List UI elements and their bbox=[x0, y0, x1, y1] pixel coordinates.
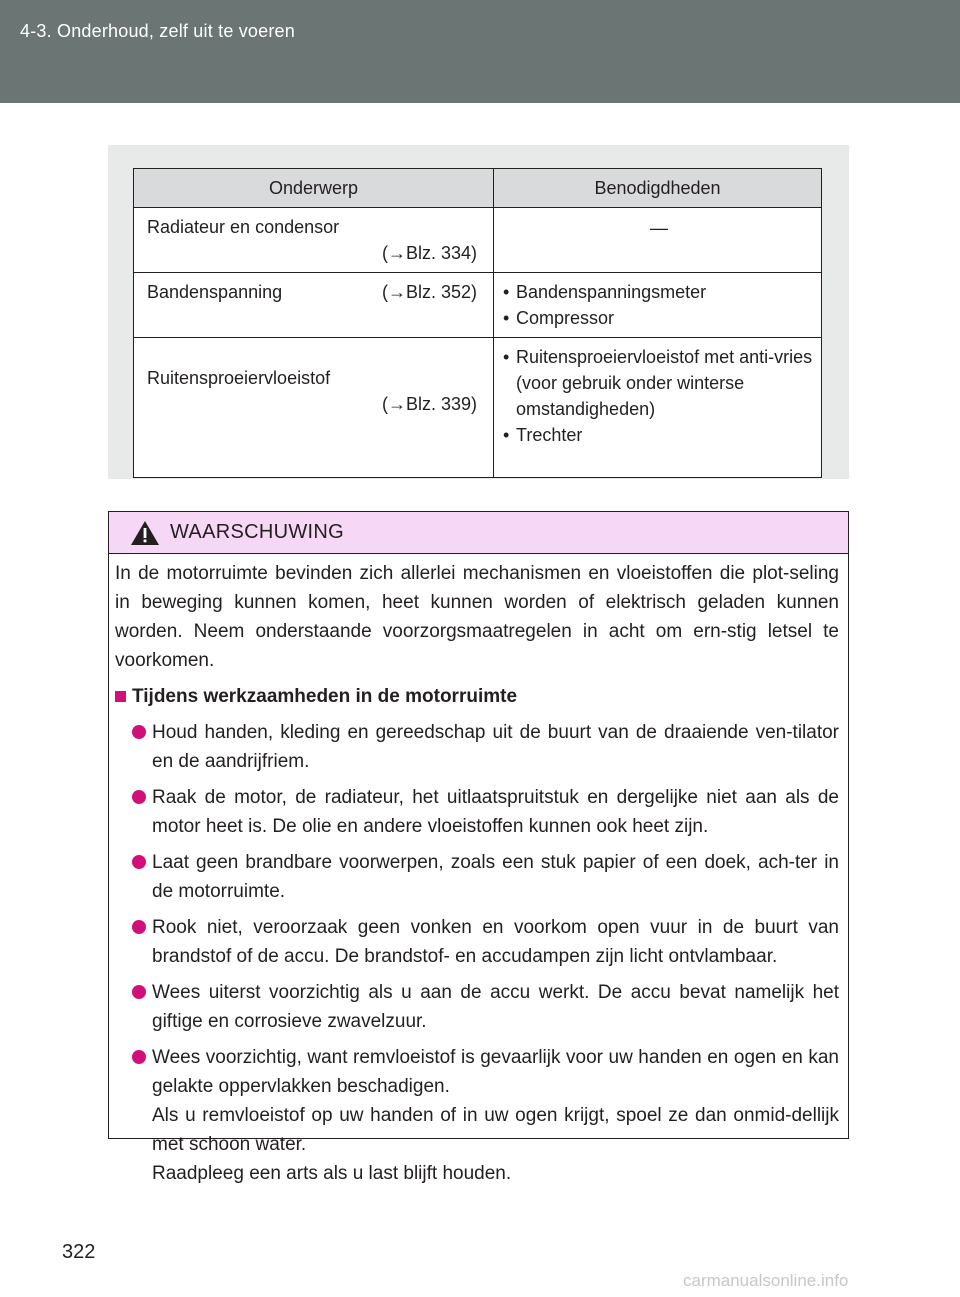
page-reference: (→Blz. 352) bbox=[381, 282, 477, 302]
supplies-cell bbox=[494, 208, 822, 273]
column-header-supplies: Benodigdheden bbox=[494, 169, 822, 208]
supplies-cell bbox=[494, 273, 822, 338]
circle-bullet-icon bbox=[132, 920, 146, 934]
warning-item: Raak de motor, de radiateur, het uitlaatspruitstuk en dergelijke niet aan als de motor heet is. De olie en andere vloeistoffen kunnen ook heet zijn. bbox=[115, 783, 839, 841]
subject-text: Bandenspanning bbox=[147, 282, 283, 302]
page-reference: (→Blz. 334) bbox=[381, 243, 477, 263]
table-row bbox=[134, 338, 822, 478]
supplies-cell bbox=[494, 338, 822, 478]
section-title: 4-3. Onderhoud, zelf uit te voeren bbox=[20, 21, 295, 41]
supply-item: • Bandenspanningsmeter bbox=[503, 282, 707, 302]
page-header bbox=[0, 0, 960, 103]
table-row bbox=[134, 273, 822, 338]
warning-item: Wees voorzichtig, want remvloeistof is gevaarlijk voor uw handen en ogen en kan gelakte oppervlakken beschadigen. Als u remvloeistof op uw handen of in uw ogen krijgt, spoel ze dan onmid-dellijk met schoon water. Raadpleeg een arts als u last blijft houden. bbox=[115, 1043, 839, 1188]
circle-bullet-icon bbox=[132, 790, 146, 804]
table-row bbox=[134, 208, 822, 273]
section-heading: Tijdens werkzaamheden in de motorruimte bbox=[115, 682, 839, 711]
requirements-table bbox=[133, 168, 822, 478]
circle-bullet-icon bbox=[132, 725, 146, 739]
warning-title: WAARSCHUWING bbox=[170, 521, 344, 543]
subject-cell bbox=[134, 208, 494, 273]
circle-bullet-icon bbox=[132, 855, 146, 869]
warning-triangle-icon bbox=[130, 520, 160, 546]
warning-intro: In de motorruimte bevinden zich allerlei mechanismen en vloeistoffen die plot-seling in beweging kunnen komen, heet kunnen worden of elektrisch geladen kunnen worden. Neem onderstaande voorzorgsmaatregelen in acht om ern-stig letsel te voorkomen. bbox=[115, 563, 839, 671]
subject-cell bbox=[134, 338, 494, 478]
page-number: 322 bbox=[62, 1241, 96, 1263]
warning-header bbox=[109, 512, 848, 554]
warning-box bbox=[108, 511, 849, 1184]
supply-item: • Ruitensproeiervloeistof met anti-vries (voor gebruik onder winterse omstandigheden) bbox=[503, 347, 813, 419]
table-header-row bbox=[134, 169, 822, 208]
watermark: carmanualsonline.info bbox=[683, 1271, 849, 1290]
warning-item: Wees uiterst voorzichtig als u aan de accu werkt. De accu bevat namelijk het giftige en corrosieve zwavelzuur. bbox=[115, 978, 839, 1036]
supply-item: • Compressor bbox=[503, 308, 615, 328]
warning-item: Laat geen brandbare voorwerpen, zoals een stuk papier of een doek, ach-ter in de motorruimte. bbox=[115, 848, 839, 906]
page-reference: (→Blz. 339) bbox=[381, 394, 477, 414]
warning-body bbox=[109, 554, 848, 1188]
subject-cell bbox=[134, 273, 494, 338]
subject-text: Radiateur en condensor bbox=[147, 217, 340, 237]
warning-item: Houd handen, kleding en gereedschap uit de buurt van de draaiende ven-tilator en de aandrijfriem. bbox=[115, 718, 839, 776]
square-bullet-icon bbox=[115, 691, 126, 702]
circle-bullet-icon bbox=[132, 1050, 146, 1064]
subject-text: Ruitensproeiervloeistof bbox=[147, 368, 331, 388]
circle-bullet-icon bbox=[132, 985, 146, 999]
warning-item: Rook niet, veroorzaak geen vonken en voorkom open vuur in de buurt van brandstof of de accu. De brandstof- en accudampen zijn licht ontvlambaar. bbox=[115, 913, 839, 971]
supply-item: • Trechter bbox=[503, 425, 583, 445]
none-dash: — bbox=[650, 218, 668, 238]
column-header-subject: Onderwerp bbox=[134, 169, 494, 208]
requirements-panel bbox=[108, 145, 849, 479]
